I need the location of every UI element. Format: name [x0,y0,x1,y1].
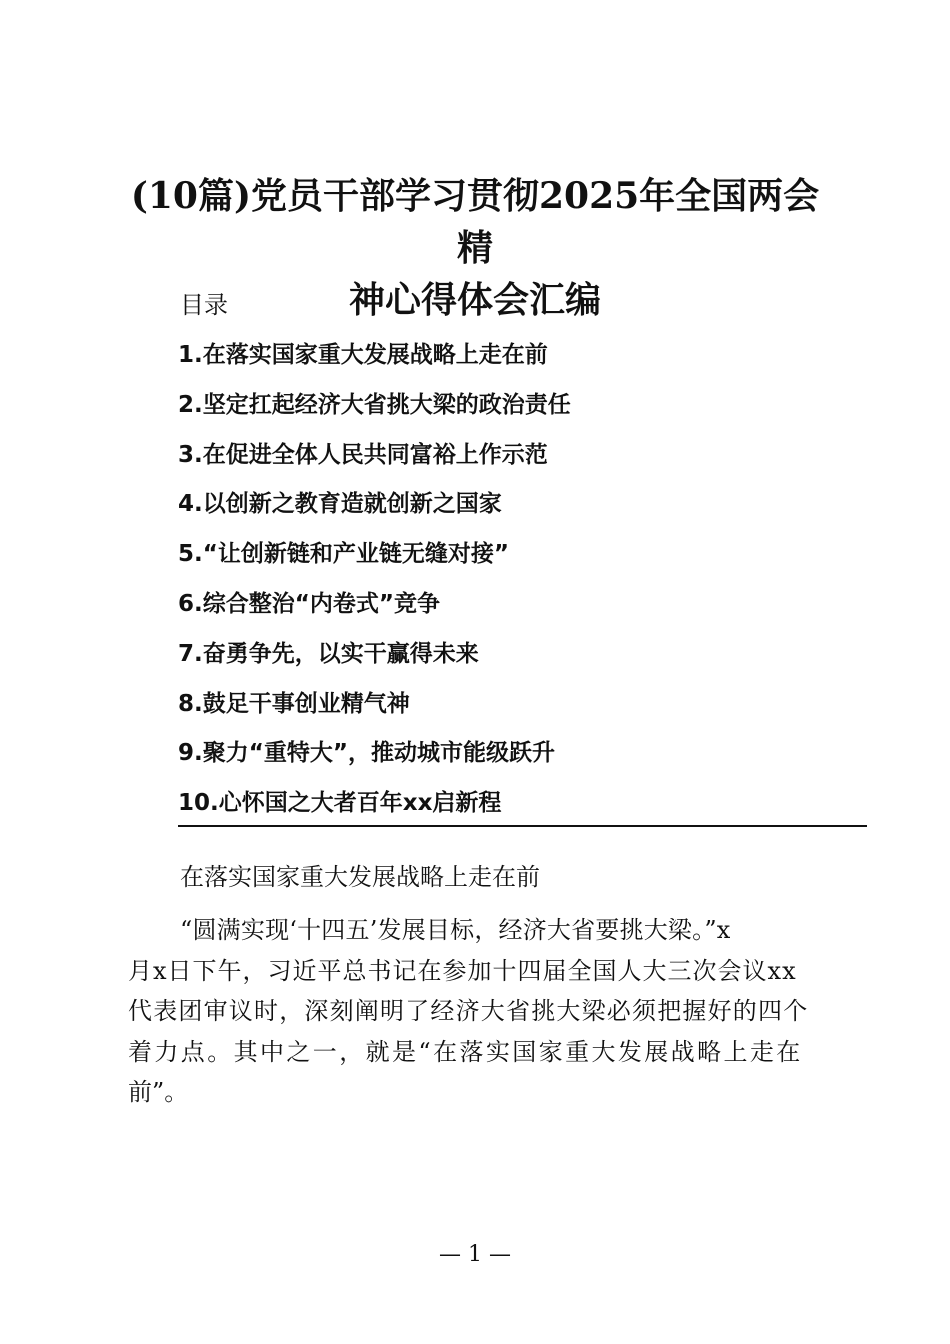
toc-item-10: 10.心怀国之大者百年xx启新程 [178,790,502,817]
toc-item-5: 5.“让创新链和产业链无缝对接” [178,541,509,568]
document-title-line-2: 神心得体会汇编 [348,279,601,321]
page-number: — 1 — [439,1242,511,1267]
toc-item-6: 6.综合整治“内卷式”竞争 [178,590,440,617]
paragraph-line-5: 前”。 [128,1078,189,1106]
body-paragraph [128,910,833,1113]
toc-item-3: 3.在促进全体人民共同富裕上作示范 [178,441,548,468]
toc-item-4: 4.以创新之教育造就创新之国家 [178,491,502,518]
toc-item-7: 7.奋勇争先，以实干赢得未来 [178,640,479,667]
section-heading: 在落实国家重大发展战略上走在前 [180,863,540,891]
toc-label: 目录 [180,291,228,319]
paragraph-line-1: “圆满实现‘十四五’发展目标，经济大省要挑大梁。”x [180,916,731,944]
toc-item-8: 8.鼓足干事创业精气神 [178,690,410,717]
paragraph-line-2: 月x日下午，习近平总书记在参加十四届全国人大三次会议xx [128,956,797,985]
paragraph-line-4: 着力点。其中之一，就是“在落实国家重大发展战略上走在 [128,1037,803,1066]
table-of-contents [178,338,868,836]
toc-item-9: 9.聚力“重特大”，推动城市能级跃升 [178,740,555,767]
document-title-line-1: (10篇)党员干部学习贯彻2025年全国两会精 [130,175,820,269]
toc-divider [178,825,867,827]
paragraph-line-3: 代表团审议时，深刻阐明了经济大省挑大梁必须把握好的四个 [128,997,809,1025]
toc-item-2: 2.坚定扛起经济大省挑大梁的政治责任 [178,391,571,418]
toc-item-1: 1.在落实国家重大发展战略上走在前 [178,342,548,368]
